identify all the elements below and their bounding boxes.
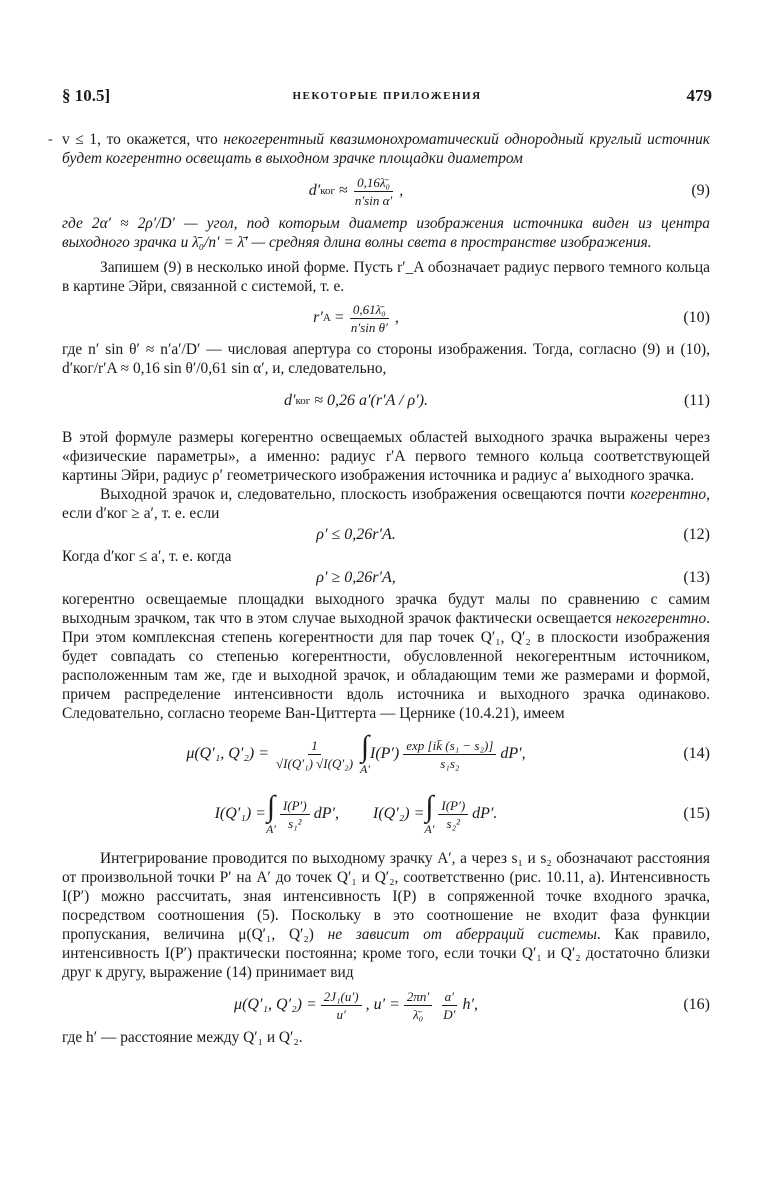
paragraph-1: ‐ v ≤ 1, то окажется, что некогерентный квазимонохроматический однородный круглый источник будет когерентно освещать в выходном зрачке площадки диаметром (48, 131, 710, 167)
equation-15: I(Q′₁) = ∫ A′ $\frac{I(P')}{\text{s₁²}}$ dP′, I(Q′₂) = ∫ A′ $\frac{I(P')}{\text{s₂²}}$ dP′. (15) (214, 789, 710, 836)
paragraph-5: В этой формуле размеры когерентно освещаемых областей выходного зрачка выражены через «физические параметры», а именно: радиус r′A первого темного кольца соответствующей картины Эйри, радиус ρ′ геометрического изображения источника и радиус a′ выходного зрачка. (62, 429, 710, 484)
equation-12: ρ′ ≤ 0,26r′A. (12) (316, 526, 710, 543)
equation-number: (14) (683, 745, 710, 762)
running-header (62, 86, 712, 110)
paragraph-8: когерентно освещаемые площадки выходного зрачка будут малы по сравнению с самим выходным зрачком, так что в этом случае выходной зрачок фактически освещается некогерентно. При этом комплексная степень когерентности для пар точек Q′₁, Q′₂ в плоскости изображения будет совпадать со степенью когерентности, обусловленной некогерентным источником, расположенным там же, где и выходной зрачок, и обладающим теми же размерами и формой, причем распределение интенсивности вдоль источника и выходного зрачка одинаково. Следовательно, согласно теореме Ван-Циттерта — Цернике (10.4.21), имеем (62, 591, 710, 722)
equation-14: μ(Q′₁, Q′₂) = $\frac{1}{\text{√I(Q′₁) √I(Q′₂)}}$ ∫ A′ I(P′) $\frac{\text{exp [ik̄ (s₁ − s₂)]}}{\text{s₁s₂}}$ dP′, (14) (186, 729, 710, 776)
paragraph-6: Выходной зрачок и, следовательно, плоскость изображения освещаются почти когерентно, если d′ког ≥ a′, т. е. если (62, 486, 710, 522)
paragraph-9: Интегрирование проводится по выходному зрачку A′, а через s₁ и s₂ обозначают расстояния от произвольной точки P′ на A′ до точек Q′₁ и Q′₂, соответственно (рис. 10.11, а). Интенсивность I(P′) можно рассчитать, зная интенсивность I(P) в сопряженной точке входного зрачка, посредством соотношения (5). Поскольку в это соотношение не входит фаза функции пропускания, величина μ(Q′₁, Q′₂) не зависит от аберраций системы. Как правило, интенсивность I(P′) практически постоянна; кроме того, если точки Q′₁ и Q′₂ достаточно близки друг к другу, выражение (14) принимает вид (62, 850, 710, 981)
equation-10: r′ A = $\frac{\text{0,61λ̄₀}}{\text{n′sin θ′}}$ , (10) (313, 301, 710, 335)
page-body (48, 130, 710, 1047)
equation-number: (10) (683, 309, 710, 326)
margin-mark: ‐ (48, 132, 53, 147)
equation-number: (15) (683, 805, 710, 822)
paragraph-3: Запишем (9) в несколько иной форме. Пусть r′_A обозначает радиус первого темного кольца в картине Эйри, связанной с системой, т. е. (62, 259, 710, 295)
integral-sign: ∫ (425, 789, 434, 823)
equation-number: (9) (691, 182, 710, 199)
section-number: § 10.5] (62, 86, 111, 105)
running-title: НЕКОТОРЫЕ ПРИЛОЖЕНИЯ (292, 90, 482, 102)
equation-number: (13) (683, 569, 710, 586)
paragraph-10: где h′ — расстояние между Q′₁ и Q′₂. (62, 1029, 303, 1046)
equation-9: d′ ког ≈ $\frac{\text{0,16λ̄₀}}{\text{n′sin α′}}$ , (9) (308, 174, 710, 208)
integral-sign: ∫ (266, 789, 276, 823)
equation-13: ρ′ ≥ 0,26r′A, (13) (316, 569, 710, 586)
integral-sign: ∫ (360, 729, 370, 763)
equation-16: μ(Q′₁, Q′₂) = $\frac{\text{2J₁(u′)}}{u'}$ , u′ = $\frac{2\pi n'}{\text{λ̄₀}}$ $\frac{a'}{D'}$ h′, (16) (234, 988, 710, 1022)
equation-11: d′ ког ≈ 0,26 a′(r′A / ρ′). (11) (283, 392, 710, 409)
equation-number: (11) (683, 392, 710, 409)
paragraph-2: где 2α′ ≈ 2ρ′/D′ — угол, под которым диаметр изображения источника виден из центра выходного зрачка и λ̄₀/n′ = λ̄′ — средняя длина волны света в пространстве изображения. (62, 215, 710, 251)
paragraph-4: где n′ sin θ′ ≈ n′a′/D′ — числовая апертура со стороны изображения. Тогда, согласно (9) и (10), d′ког/r′A ≈ 0,16 sin θ′/0,61 sin α′, и, следовательно, (62, 341, 710, 377)
equation-number: (12) (683, 526, 710, 543)
page-number: 479 (686, 86, 712, 105)
equation-number: (16) (683, 996, 710, 1013)
paragraph-7: Когда d′ког ≤ a′, т. е. когда (62, 548, 232, 565)
